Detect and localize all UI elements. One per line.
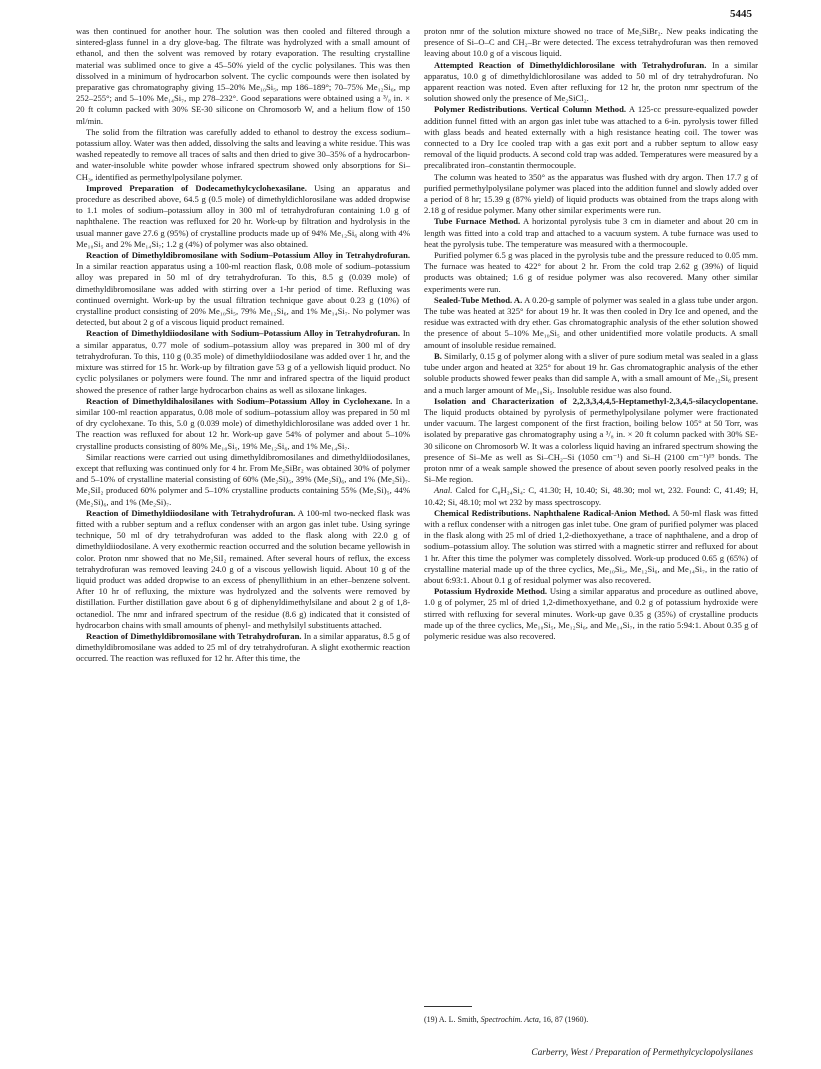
- page-number: 5445: [730, 8, 752, 20]
- running-head: Carberry, West / Preparation of Permethylcyclopolysilanes: [531, 1048, 753, 1058]
- section-heading: Potassium Hydroxide Method.: [434, 586, 548, 597]
- section-heading: Reaction of Dimethyldibromosilane with Sodium–Potassium Alloy in Tetrahydrofuran.: [86, 250, 410, 261]
- paragraph: Reaction of Dimethyldihalosilanes with Sodium–Potassium Alloy in Cyclohexane. In a similar 100-ml reaction apparatus, 0.08 mole of sodium–potassium alloy was prepared in 50 ml of dry cyclohexane. To this, 5.0 g (0.039 mole) of dimethyldichlorosilane was added over 1 hr. The reaction was refluxed for about 12 hr. Work-up gave 54% of polymer and about 5–10% crystalline products consisting of 80% Me₁₀Si₅, 19% Me₁₂Si₆, and 1% Me₁₄Si₇.: [76, 395, 410, 451]
- paragraph: Improved Preparation of Dodecamethylcyclohexasilane. Using an apparatus and procedure as described above, 64.5 g (0.5 mole) of dimethyldichlorosilane was added dropwise to 1.1 moles of sodium–potassium alloy in 300 ml of tetrahydrofuran containing 1.0 g of naphthalene. The reaction was refluxed for 20 hr. Work-up by filtration and hydrolysis in the usual manner gave 27.6 g (95%) of crystalline products made up of 94% Me₁₂Si₆ along with 4% Me₁₀Si₅ and 2% Me₁₄Si₇; 1.2 g (4%) of polymer was also obtained.: [76, 182, 410, 249]
- section-heading: Improved Preparation of Dodecamethylcyclohexasilane.: [86, 182, 307, 193]
- paragraph: B. Similarly, 0.15 g of polymer along with a sliver of pure sodium metal was sealed in a glass tube under argon and heated at 325° for about 19 hr. Gas chromatographic analysis of the ether soluble products showed fewer peaks than did sample A, with a small amount of Me₁₂Si₆ present and a much larger amount of Me₁₀Si₅. Insoluble residue was also found.: [424, 350, 758, 395]
- footnote: (19) A. L. Smith, Spectrochim. Acta, 16, 87 (1960).: [424, 1015, 589, 1024]
- paragraph: Anal. Calcd for C₈H₂₄Si₄: C, 41.30; H, 10.40; Si, 48.30; mol wt, 232. Found: C, 41.49; H, 10.42; Si, 48.10; mol wt 232 by mass spectroscopy.: [424, 485, 758, 507]
- footnote-rule: [424, 1006, 472, 1007]
- paragraph: Polymer Redistributions. Vertical Column Method. A 125-cc pressure-equalized powder addition funnel fitted with an argon gas inlet tube was attached to a 6-in. pyrolysis tower filled with glass beads and heated externally with a high resistance heating coil. The tower was connected to a Dry Ice cooled trap with a gas exit port and a rubber septum to allow easy removal of the liquid products. A second cold trap was added. Temperatures were measured by a precalibrated iron–constantin thermocouple.: [424, 104, 758, 171]
- section-heading: Reaction of Dimethyldibromosilane with Tetrahydrofuran.: [86, 630, 302, 641]
- section-heading: Tube Furnace Method.: [434, 216, 521, 227]
- paragraph: Isolation and Characterization of 2,2,3,3,4,4,5-Heptamethyl-2,3,4,5-silacyclopentane. The liquid products obtained by pyrolysis of permethylpolysilane polymer were fractionated under vacuum. The largest component of the first fraction, boiling below 105° at 50 Torr, was isolated by preparative gas chromatography using a ³/₈ in. × 20 ft column packed with 30% SE-30 silicone on Chromosorb W. It was a colorless liquid having an infrared spectrum showing the presence of Si–Me as well as Si–CH₂–Si (1050 cm⁻¹) and Si–H (2100 cm⁻¹)¹⁹ bonds. The proton nmr of a weak sample showed the presence of about seven poorly resolved peaks in the Si–Me region.: [424, 395, 758, 485]
- paragraph: proton nmr of the solution mixture showed no trace of Me₂SiBr₂. New peaks indicating the presence of Si–O–C and CH₂–Br were detected. The excess tetrahydrofuran was then removed leaving about 10.0 g of a viscous liquid.: [424, 26, 758, 59]
- paragraph: Reaction of Dimethyldiiodosilane with Sodium–Potassium Alloy in Tetrahydrofuran. In a similar apparatus, 0.77 mole of sodium–potassium alloy was prepared in 300 ml of dry tetrahydrofuran. To this, 110 g (0.35 mole) of dimethyldiiodosilane was added over 1 hr, and the mixture was stirred for 15 hr. Work-up by filtration gave 53 g of a yellowish liquid product. No cyclic polysilanes or polymers were found. The nmr and infrared spectra of the liquid product showed the presence of rather large hydrocarbon chains as well as siloxane linkages.: [76, 328, 410, 395]
- paragraph: Chemical Redistributions. Naphthalene Radical-Anion Method. A 50-ml flask was fitted with a reflux condenser with a nitrogen gas inlet tube. One gram of purified polymer was placed in the flask along with 25 ml of dried 1,2-diethoxyethane, a trace of naphthalene, and a drop of sodium–potassium alloy. The solution was stirred with a magnetic stirrer and refluxed for about 1 hr. After this time the polymer was completely dissolved. Work-up produced 0.65 g (65%) of crystalline material made up of the three cyclics, Me₁₀Si₅, Me₁₂Si₆, and Me₁₄Si₇, in the ratio of about 6:93:1. About 0.1 g of residual polymer was also recovered.: [424, 507, 758, 585]
- anal-label: Anal.: [434, 485, 453, 496]
- section-heading: Reaction of Dimethyldihalosilanes with Sodium–Potassium Alloy in Cyclohexane.: [86, 395, 393, 406]
- section-heading: Attempted Reaction of Dimethyldichlorosilane with Tetrahydrofuran.: [434, 59, 707, 70]
- paragraph: Potassium Hydroxide Method. Using a similar apparatus and procedure as outlined above, 1.0 g of polymer, 25 ml of dried 1,2-dimethoxyethane, and 0.2 g of potassium hydroxide were stirred with refluxing for several minutes. Work-up gave 0.35 g (35%) of crystalline products made up of the three cyclics, Me₁₀Si₅, Me₁₂Si₆, and Me₁₄Si₇, in the ratio 5:94:1. About 0.35 g of polymeric residue was also recovered.: [424, 586, 758, 641]
- paragraph: The column was heated to 350° as the apparatus was flushed with dry argon. Then 17.7 g of purified permethylpolysilane polymer was placed into the addition funnel and slowly added over a period of 8 hr; 15.39 g (87% yield) of liquid products was obtained from the traps along with 2.18 g of residue polymer. Many other similar experiments were run.: [424, 171, 758, 216]
- paragraph: The solid from the filtration was carefully added to ethanol to destroy the excess sodium–potassium alloy. Water was then added, dissolving the salts and leaving a white residue. This was washed repeatedly to remove all traces of salts and then dried to give 30–35% of a hydrocarbon- and water-insoluble white powder whose infrared spectrum showed only absorptions for Si–CH₃, identified as permethylpolysilane polymer.: [76, 126, 411, 182]
- right-column: [424, 26, 758, 642]
- section-heading: B.: [434, 350, 442, 361]
- paragraph: Sealed-Tube Method. A. A 0.20-g sample of polymer was sealed in a glass tube under argon. The tube was heated at 325° for about 19 hr. It was then cooled in Dry Ice and opened, and the residue was extracted with dry ether. Gas chromatographic analysis of the ether solution showed the presence of about 5–10% Me₁₀Si₅ and other unidentified more volatile products. A small amount of insoluble residue remained.: [424, 294, 758, 350]
- paragraph: was then continued for another hour. The solution was then cooled and filtered through a sintered-glass funnel in a dry glove-bag. The filtrate was hydrolyzed with a small amount of ethanol, and then the solvent was removed by rotary evaporation. The resulting crystalline material was sublimed once to give a 45–50% yield of the cyclic polysilanes. This was then dissolved in a minimum of hydrocarbon solvent. The cyclic compounds were then isolated by preparative gas chromatography giving 15–20% Me₁₀Si₅, mp 186–189°; 70–75% Me₁₂Si₆, mp 252–255°; and 5–10% Me₁₄Si₇, mp 278–232°. Good separations were obtained using a ³/₈ in. × 20 ft column packed with 30% SE-30 silicone on Chromosorb W, and a helium flow of 150 ml/min.: [76, 26, 410, 126]
- left-column: [76, 26, 410, 665]
- paragraph: Attempted Reaction of Dimethyldichlorosilane with Tetrahydrofuran. In a similar apparatus, 10.0 g of dimethyldichlorosilane was added to 50 ml of dry tetrahydrofuran. No apparent reaction was noted. Even after refluxing for 12 hr, the proton nmr spectrum of the solution showed only the presence of Me₂SiCl₂.: [424, 59, 759, 104]
- paragraph: Similar reactions were carried out using dimethyldibromosilanes and dimethyldiiodosilanes, except that refluxing was continued only for 4 hr. From Me₂SiBr₂ was obtained 30% of polymer and 5–10% of crystalline material consisting of 60% (Me₂Si)₅, 39% (Me₂Si)₆, and 1% (Me₂Si)₇. Me₂SiI₂ produced 60% polymer and 5–10% crystalline products containing 55% (Me₂Si)₅, 44% (Me₂Si)₆, and 1% (Me₂Si)₇.: [76, 451, 410, 507]
- section-heading: Isolation and Characterization of 2,2,3,3,4,4,5-Heptamethyl-2,3,4,5-silacyclopentane.: [434, 395, 758, 406]
- paragraph: Reaction of Dimethyldiiodosilane with Tetrahydrofuran. A 100-ml two-necked flask was fitted with a rubber septum and a reflux condenser with an argon gas inlet tube. Using syringe technique, 50 ml of dry tetrahydrofuran was added to the flask along with 22.0 g of dimethyldiiodosilane. A very exothermic reaction occurred and the solution became yellowish in color. Proton nmr showed that no Me₂SiI₂ remained. After several hours of reflux, the excess tetrahydrofuran was removed leaving 24.0 g of a viscous yellowish liquid. About 10 g of the liquid product was added dropwise to an excess of phenyllithium in an ether–benzene solvent. After 10 hr of refluxing, the mixture was hydrolyzed and the solvents were removed by distillation. Further distillation gave about 6 g of diphenyldimethylsilane and about 2 g of 1,8-octanediol. The nmr and infrared spectrum of the residue (8.6 g) indicated that it consisted of hydrocarbon chains with small amounts of phenyl- and methylsilyl substituents attached.: [76, 507, 410, 630]
- paragraph: Reaction of Dimethyldibromosilane with Sodium–Potassium Alloy in Tetrahydrofuran. In a similar reaction apparatus using a 100-ml reaction flask, 0.08 mole of sodium–potassium alloy was prepared in 50 ml of dry tetrahydrofuran. To this, 8.5 g (0.039 mole) of dimethyldibromosilane was added with stirring over a 1-hr period of time. Refluxing was continued overnight. Work-up by the usual filtration technique gave about 0.23 g (10%) of crystalline product consisting of 20% Me₁₀Si₅, 79% Me₁₂Si₆, and 1% Me₁₄Si₇. No polymer was detected, but about 2 g of a viscous liquid product remained.: [76, 250, 410, 328]
- section-heading: Chemical Redistributions. Naphthalene Radical-Anion Method.: [434, 507, 671, 518]
- paragraph: Reaction of Dimethyldibromosilane with Tetrahydrofuran. In a similar apparatus, 8.5 g of dimethyldibromosilane was added to 25 ml of dry tetrahydrofuran. A slight exothermic reaction occurred. The reaction was refluxed for 12 hr. After this time, the: [76, 630, 410, 664]
- paragraph: Tube Furnace Method. A horizontal pyrolysis tube 3 cm in diameter and about 20 cm in length was fitted into a cold trap and attached to a vacuum system. A tube furnace was used to heat the pyrolysis tube. The temperature was measured with a thermocouple.: [424, 216, 758, 249]
- section-heading: Reaction of Dimethyldiiodosilane with Tetrahydrofuran.: [86, 507, 296, 518]
- section-heading: Reaction of Dimethyldiiodosilane with Sodium–Potassium Alloy in Tetrahydrofuran.: [86, 328, 400, 339]
- paragraph: Purified polymer 6.5 g was placed in the pyrolysis tube and the pressure reduced to 0.05 mm. The furnace was heated to 422° for about 2 hr. From the cold trap 2.62 g (39%) of liquid products was obtained; 1.6 g of residue polymer was also recovered. Many other similar experiments were run.: [424, 250, 758, 294]
- section-heading: Sealed-Tube Method. A.: [434, 294, 523, 305]
- section-heading: Polymer Redistributions. Vertical Column Method.: [434, 104, 627, 115]
